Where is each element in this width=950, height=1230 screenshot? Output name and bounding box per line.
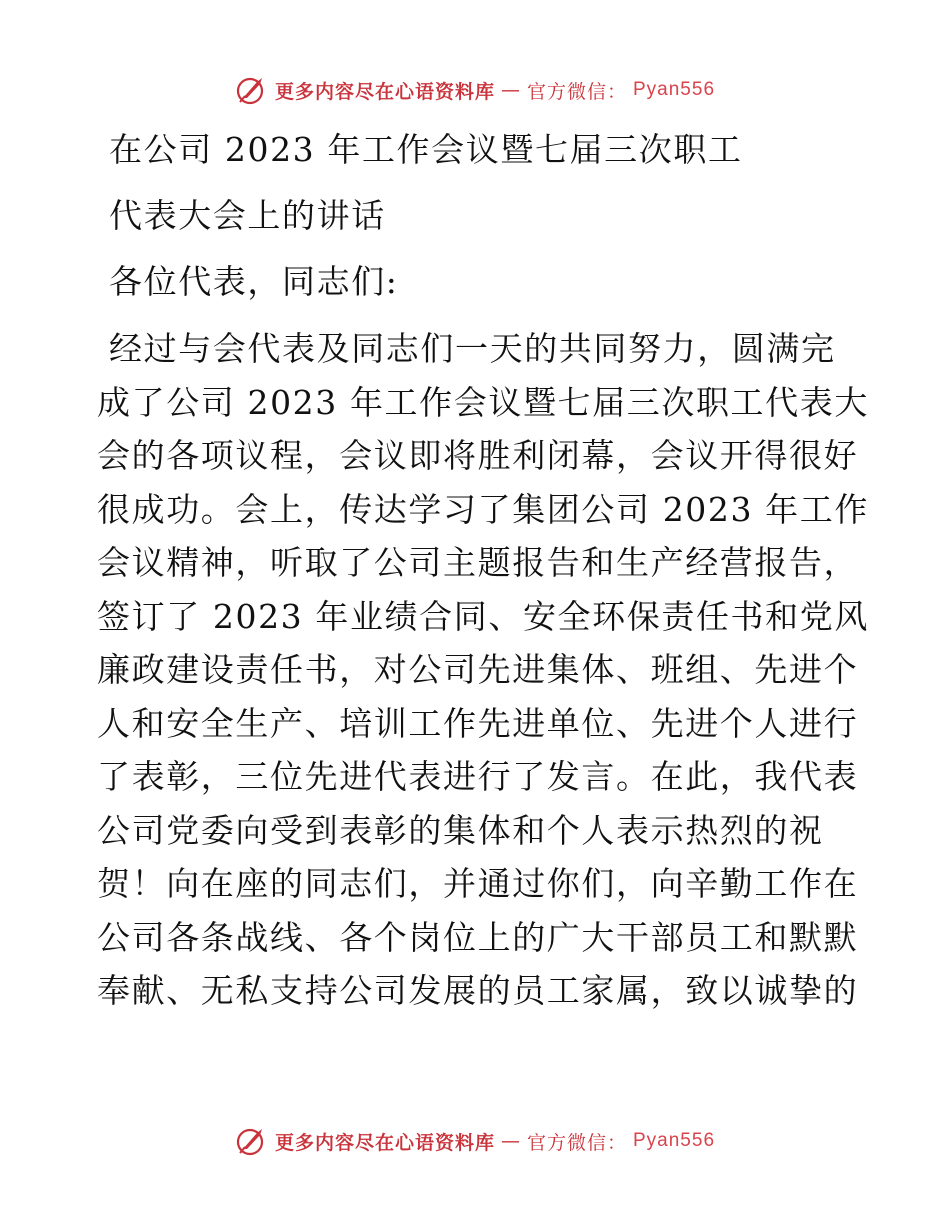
paragraph-line: 公司党委向受到表彰的集体和个人表示热烈的祝 [97, 810, 824, 850]
quill-logo-icon [235, 74, 269, 106]
quill-logo-icon [235, 1125, 269, 1157]
paragraph-line: 会的各项议程，会议即将胜利闭幕，会议开得很好 [97, 436, 859, 475]
watermark-label: 官方微信： [526, 1131, 627, 1154]
paragraph-line: 成了公司 2023 年工作会议暨七届三次职工代表大 [97, 382, 869, 422]
paragraph-line: 了表彰，三位先进代表进行了发言。在此，我代表 [97, 757, 859, 796]
title-line-1: 在公司 2023 年工作会议暨七届三次职工 [109, 130, 743, 169]
title-line-2: 代表大会上的讲话 [109, 196, 386, 235]
paragraph-line: 廉政建设责任书，对公司先进集体、班组、先进个 [97, 650, 859, 689]
paragraph-line: 会议精神，听取了公司主题报告和生产经营报告， [97, 543, 859, 582]
paragraph-line: 签订了 2023 年业绩合同、安全环保责任书和党风 [97, 596, 869, 636]
paragraph-line: 奉献、无私支持公司发展的员工家属，致以诚挚的 [97, 971, 859, 1010]
watermark-separator: — [500, 1130, 521, 1152]
header-watermark [0, 74, 950, 106]
greeting: 各位代表，同志们: [109, 262, 399, 301]
watermark-main-text: 更多内容尽在心语资料库 [274, 1131, 495, 1154]
paragraph-line: 很成功。会上，传达学习了集团公司 2023 年工作 [97, 489, 869, 529]
watermark-wechat-id: Pyan556 [633, 79, 716, 100]
footer-watermark [0, 1125, 950, 1157]
paragraph-line: 贺！向在座的同志们，并通过你们，向辛勤工作在 [97, 864, 859, 903]
watermark-separator: — [500, 79, 521, 101]
watermark-wechat-id: Pyan556 [633, 1130, 716, 1151]
paragraph-line: 经过与会代表及同志们一天的共同努力，圆满完 [109, 329, 836, 368]
watermark-label: 官方微信： [526, 80, 627, 103]
watermark-main-text: 更多内容尽在心语资料库 [274, 80, 495, 103]
paragraph-line: 人和安全生产、培训工作先进单位、先进个人进行 [97, 703, 859, 743]
paragraph-line: 公司各条战线、各个岗位上的广大干部员工和默默 [97, 917, 859, 957]
document-body [97, 120, 869, 1018]
